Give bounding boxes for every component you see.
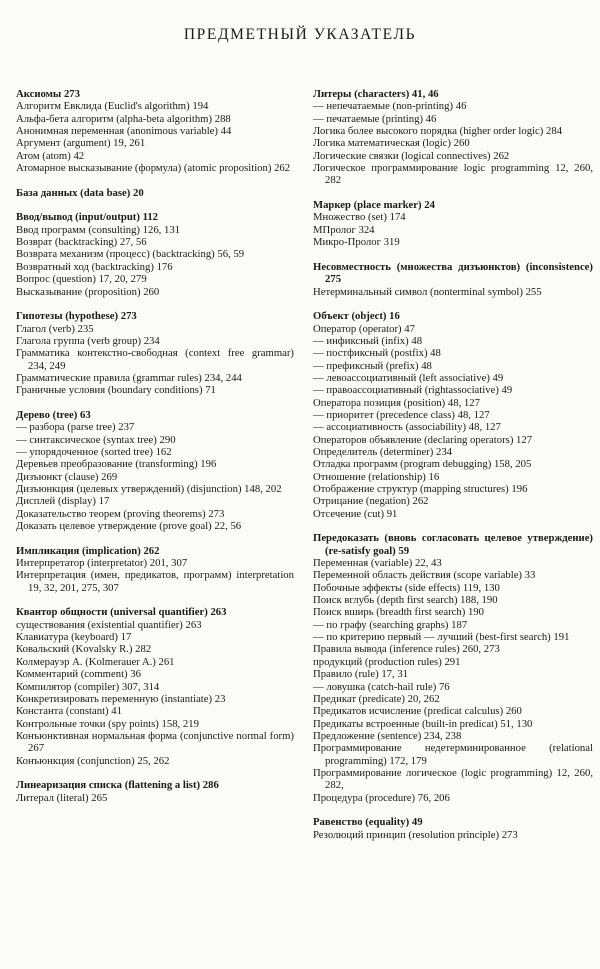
index-entry: Грамматика контекстно-свободная (context free grammar) 234, 249 — [16, 347, 294, 372]
index-entry: — левоассоциативный (left associative) 49 — [313, 371, 504, 384]
letter-group-gap — [16, 397, 294, 409]
index-entry: Нетерминальный символ (nonterminal symbol) 255 — [313, 285, 542, 298]
index-entry: Клавиатура (keyboard) 17 — [16, 631, 132, 644]
index-entry: — постфиксный (postfix) 48 — [313, 347, 441, 360]
index-entry: Конъюнкция (conjunction) 25, 262 — [16, 754, 170, 767]
letter-group-gap — [313, 298, 593, 310]
index-entry: Константа (constant) 41 — [16, 705, 122, 718]
index-entry: Дизъюнкт (clause) 269 — [16, 470, 118, 483]
index-entry: База данных (data base) 20 — [16, 186, 144, 199]
index-entry: — разбора (parse tree) 237 — [16, 421, 135, 434]
index-entry: Правила вывода (inference rules) 260, 273 — [313, 643, 500, 656]
index-entry: Переменная (variable) 22, 43 — [313, 557, 442, 570]
letter-group-gap — [313, 187, 593, 199]
index-entry: — по графу (searching graphs) 187 — [313, 618, 468, 631]
index-entry: — приоритет (precedence class) 48, 127 — [313, 408, 490, 421]
index-entry: Аргумент (argument) 19, 261 — [16, 137, 146, 150]
index-entry: Ввод/вывод (input/output) 112 — [16, 211, 159, 224]
index-entry: Дерево (tree) 63 — [16, 408, 91, 421]
index-entry: Ковальский (Kovalsky R.) 282 — [16, 643, 152, 656]
index-entry: — печатаемые (printing) 46 — [313, 112, 437, 125]
index-entry: Переменной область действия (scope variable) 33 — [313, 569, 536, 582]
index-entry: Альфа-бета алгоритм (alpha-beta algorithm) 288 — [16, 112, 231, 125]
index-entry: — ловушка (catch-hail rule) 76 — [313, 680, 450, 693]
index-entry: — префиксный (prefix) 48 — [313, 359, 432, 372]
index-entry: Логика более высокого порядка (higher order logic) 284 — [313, 125, 563, 138]
index-entry: Отображение структур (mapping structures) 196 — [313, 483, 528, 495]
index-entry: — инфиксный (infix) 48 — [313, 334, 423, 347]
index-entry: Конкретизировать переменную (instantiate) 23 — [16, 692, 226, 705]
index-entry: Отладка программ (program debugging) 158, 205 — [313, 458, 532, 471]
index-entry: Предикаты встроенные (built-in predicat) 51, 130 — [313, 717, 533, 730]
index-entry: Вопрос (question) 17, 20, 279 — [16, 273, 147, 286]
index-entry: Правило (rule) 17, 31 — [313, 668, 409, 681]
index-entry: Гипотезы (hypothese) 273 — [16, 310, 137, 323]
index-entry: Доказать целевое утверждение (prove goal) 22, 56 — [16, 520, 242, 533]
index-entry: Доказательство теорем (proving theorems) 273 — [16, 507, 225, 520]
index-entry: Ввод программ (consulting) 126, 131 — [16, 223, 181, 236]
index-entry: Предикатов исчисление (predicat calculus) 260 — [313, 705, 522, 718]
index-entry: Отношение (relationship) 16 — [313, 470, 440, 483]
index-entry: — упорядоченное (sorted tree) 162 — [16, 445, 172, 458]
index-entry: Грамматические правила (grammar rules) 234, 244 — [16, 371, 242, 384]
index-entry: Операторов объявление (declaring operators) 127 — [313, 433, 533, 446]
index-entry: Поиск вглубь (depth first search) 188, 190 — [313, 594, 498, 607]
index-entry: Логика математическая (logic) 260 — [313, 137, 470, 150]
index-entry: МПролог 324 — [313, 223, 375, 236]
letter-group-gap — [16, 767, 294, 779]
index-entry: — синтаксическое (syntax tree) 290 — [16, 433, 176, 446]
index-entry: Литерал (literal) 265 — [16, 791, 108, 804]
index-entry: Множество (set) 174 — [313, 211, 406, 224]
page-title: ПРЕДМЕТНЫЙ УКАЗАТЕЛЬ — [183, 26, 417, 43]
index-entry: Возврат (backtracking) 27, 56 — [16, 236, 147, 249]
index-entry: Передоказать (вновь согласовать целевое утверждение) (re-satisfy goal) 59 — [313, 532, 593, 557]
index-entry: Процедура (procedure) 76, 206 — [313, 791, 450, 804]
index-entry: Интерпретация (имен, предикатов, программ) interpretation 19, 32, 201, 275, 307 — [16, 569, 294, 594]
index-entry: Контрольные точки (spy points) 158, 219 — [16, 717, 199, 730]
index-entry: Равенство (equality) 49 — [313, 816, 423, 829]
index-entry: Возвратный ход (backtracking) 176 — [16, 260, 173, 273]
index-entry: Несовместность (множества дизъюнктов) (inconsistence) 275 — [313, 260, 593, 286]
index-entry: Поиск вширь (breadth first search) 190 — [313, 606, 484, 619]
index-entry: Определитель (determiner) 234 — [313, 445, 453, 458]
index-entry: Атомарное высказывание (формула) (atomic proposition) 262 — [16, 162, 291, 175]
index-entry: Предикат (predicate) 20, 262 — [313, 692, 440, 705]
index-entry: — правоассоциативный (rightassociative) 49 — [313, 384, 513, 397]
index-entry: Глагол (verb) 235 — [16, 322, 94, 335]
index-entry: Резолюций принцип (resolution principle) 273 — [313, 828, 518, 841]
index-entry: Программирование логическое (logic programming) 12, 260, 282, — [313, 766, 593, 792]
index-entry: Логическое программирование logic programming 12, 260, 282 — [313, 162, 593, 187]
index-entry: продукций (production rules) 291 — [313, 655, 461, 668]
index-entry: Алгоритм Евклида (Euclid's algorithm) 194 — [16, 100, 209, 113]
index-entry: Логические связки (logical connectives) 262 — [313, 149, 510, 162]
index-entry: Атом (atom) 42 — [16, 149, 85, 162]
index-entry: Аксиомы 273 — [16, 88, 80, 100]
letter-group-gap — [16, 174, 294, 186]
letter-group-gap — [313, 520, 593, 532]
index-entry: Отрицание (negation) 262 — [313, 495, 429, 508]
index-entry: Возврата механизм (процесс) (backtracking) 56, 59 — [16, 248, 245, 261]
index-entry: Конъюнктивная нормальная форма (conjunctive normal form) 267 — [16, 729, 294, 755]
index-entry: Анонимная переменная (anonimous variable) 44 — [16, 125, 232, 138]
index-entry: Оператор (operator) 47 — [313, 322, 415, 335]
index-entry: Колмерауэр А. (Kolmerauer A.) 261 — [16, 655, 175, 668]
index-entry: — по критерию первый — лучший (best-first search) 191 — [313, 631, 570, 644]
index-entry: Интерпретатор (interpretator) 201, 307 — [16, 557, 188, 570]
letter-group-gap — [313, 804, 593, 816]
index-entry: Деревьев преобразование (transforming) 196 — [16, 458, 217, 471]
index-entry: Маркер (place marker) 24 — [313, 199, 435, 212]
index-column-left — [16, 88, 294, 804]
index-entry: Квантор общности (universal quantifier) 263 — [16, 606, 227, 619]
index-entry: Объект (object) 16 — [313, 310, 400, 323]
index-entry: Побочные эффекты (side effects) 119, 130 — [313, 581, 500, 594]
index-entry: Линеаризация списка (flattening a list) 286 — [16, 779, 219, 792]
index-entry: Программирование недетерминированное (relational programming) 172, 179 — [313, 742, 593, 767]
index-entry: Компилятор (compiler) 307, 314 — [16, 680, 160, 693]
index-entry: Граничные условия (boundary conditions) 71 — [16, 384, 216, 397]
letter-group-gap — [16, 298, 294, 310]
index-entry: Высказывание (proposition) 260 — [16, 285, 160, 298]
index-entry: Импликация (implication) 262 — [16, 544, 160, 557]
index-entry: Глагола группа (verb group) 234 — [16, 334, 160, 347]
index-column-right — [313, 88, 593, 841]
letter-group-gap — [16, 594, 294, 606]
index-entry: Литеры (characters) 41, 46 — [313, 88, 439, 100]
index-entry: Комментарий (comment) 36 — [16, 668, 141, 681]
index-entry: — ассоциативность (associability) 48, 127 — [313, 421, 501, 434]
index-entry: Дисплей (display) 17 — [16, 495, 110, 508]
index-entry: Отсечение (cut) 91 — [313, 507, 398, 520]
index-entry: Дизъюнкция (целевых утверждений) (disjunction) 148, 202 — [16, 483, 282, 495]
letter-group-gap — [313, 248, 593, 260]
index-entry: Предложение (sentence) 234, 238 — [313, 729, 462, 742]
index-entry: — непечатаемые (non-printing) 46 — [313, 100, 467, 113]
letter-group-gap — [16, 532, 294, 544]
letter-group-gap — [16, 199, 294, 211]
index-entry: существования (existential quantifier) 263 — [16, 618, 202, 631]
index-entry: Микро-Пролог 319 — [313, 236, 400, 249]
index-entry: Оператора позиция (position) 48, 127 — [313, 396, 480, 409]
